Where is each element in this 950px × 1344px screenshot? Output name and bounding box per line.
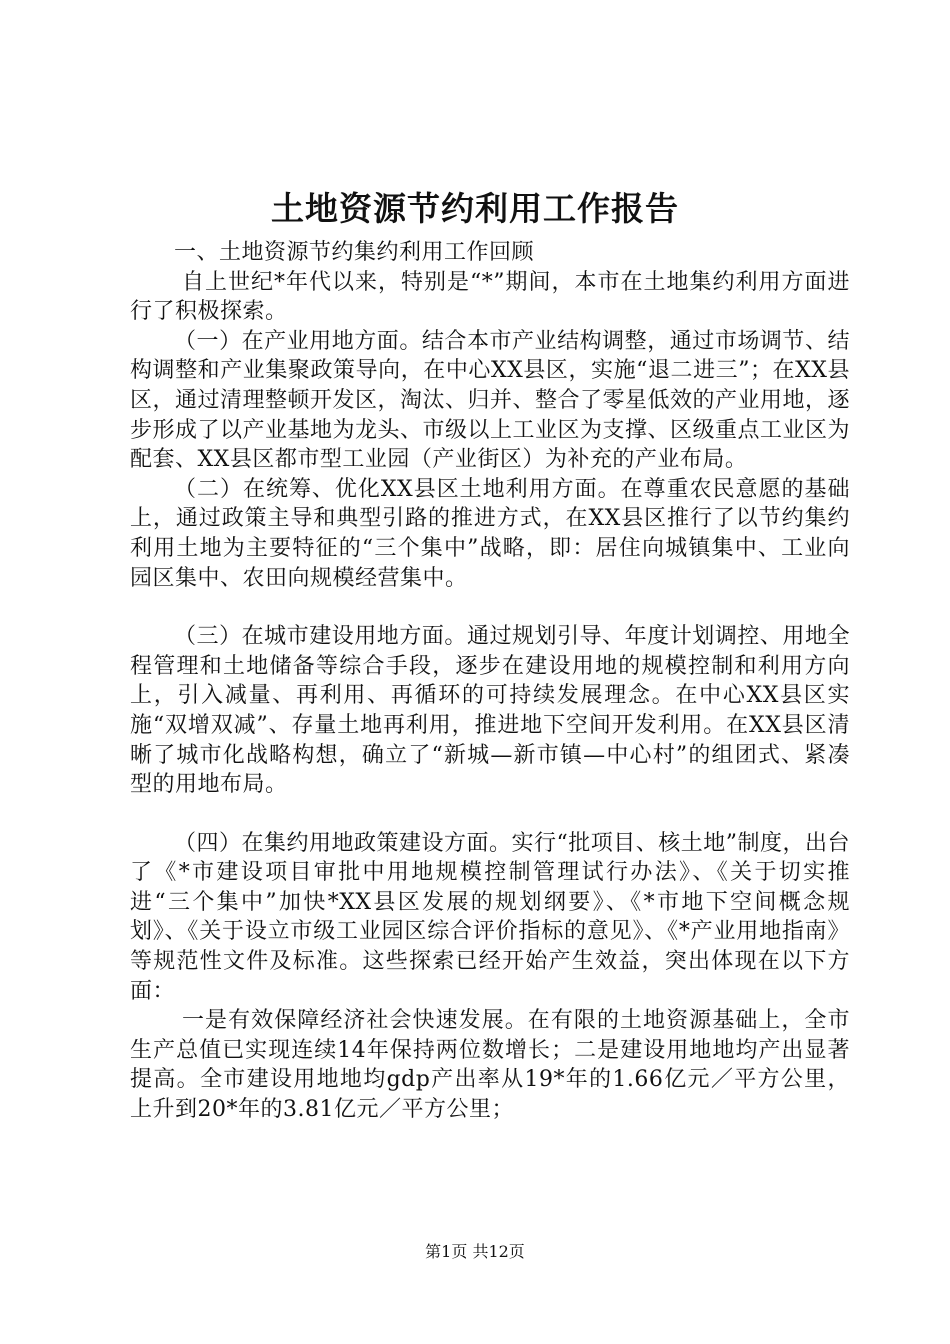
paragraph-urban-land: （三）在城市建设用地方面。通过规划引导、年度计划调控、用地全程管理和土地储备等综合手段，逐步在建设用地的规模控制和利用方向上，引入减量、再利用、再循环的可持续发展理念。在中心XX县区实施“双增双减”、存量土地再利用，推进地下空间开发利用。在XX县区清晰了城市化战略构想，确立了“新城—新市镇—中心村”的组团式、紧凑型的用地布局。: [130, 624, 850, 798]
paragraph-policy: （四）在集约用地政策建设方面。实行“批项目、核土地”制度，出台了《*市建设项目审批中用地规模控制管理试行办法》、《关于切实推进“三个集中”加快*XX县区发展的规划纲要》、《*市地下空间概念规划》、《关于设立市级工业园区综合评价指标的意见》、《*产业用地指南》等规范性文件及标准。这些探索已经开始产生效益，突出体现在以下方面：: [130, 830, 850, 1004]
paragraph-industrial-land: （一）在产业用地方面。结合本市产业结构调整，通过市场调节、结构调整和产业集聚政策导向，在中心XX县区，实施“退二进三”；在XX县区，通过清理整顿开发区，淘汰、归并、整合了零星低效的产业用地，逐步形成了以产业基地为龙头、市级以上工业区为支撑、区级重点工业区为配套、XX县区都市型工业园（产业街区）为补充的产业布局。: [130, 328, 851, 473]
paragraph-county-land: （二）在统筹、优化XX县区土地利用方面。在尊重农民意愿的基础上，通过政策主导和典型引路的推进方式，在XX县区推行了以节约集约利用土地为主要特征的“三个集中”战略，即：居住向城镇集中、工业向园区集中、农田向规模经营集中。: [130, 476, 850, 591]
paragraph-intro: 自上世纪*年代以来，特别是“*”期间，本市在土地集约利用方面进行了积极探索。: [130, 269, 850, 325]
paragraph-results: 一是有效保障经济社会快速发展。在有限的土地资源基础上，全市生产总值已实现连续14年保持两位数增长；二是建设用地地均产出显著提高。全市建设用地地均gdp产出率从19*年的1.66亿元／平方公里，上升到20*年的3.81亿元／平方公里；: [130, 1008, 850, 1123]
section-heading: 一、土地资源节约集约利用工作回顾: [174, 240, 535, 265]
document-title: 土地资源节约利用工作报告: [271, 189, 679, 228]
document-body: [130, 238, 850, 1125]
page-footer: 第1页 共12页: [425, 1242, 525, 1261]
